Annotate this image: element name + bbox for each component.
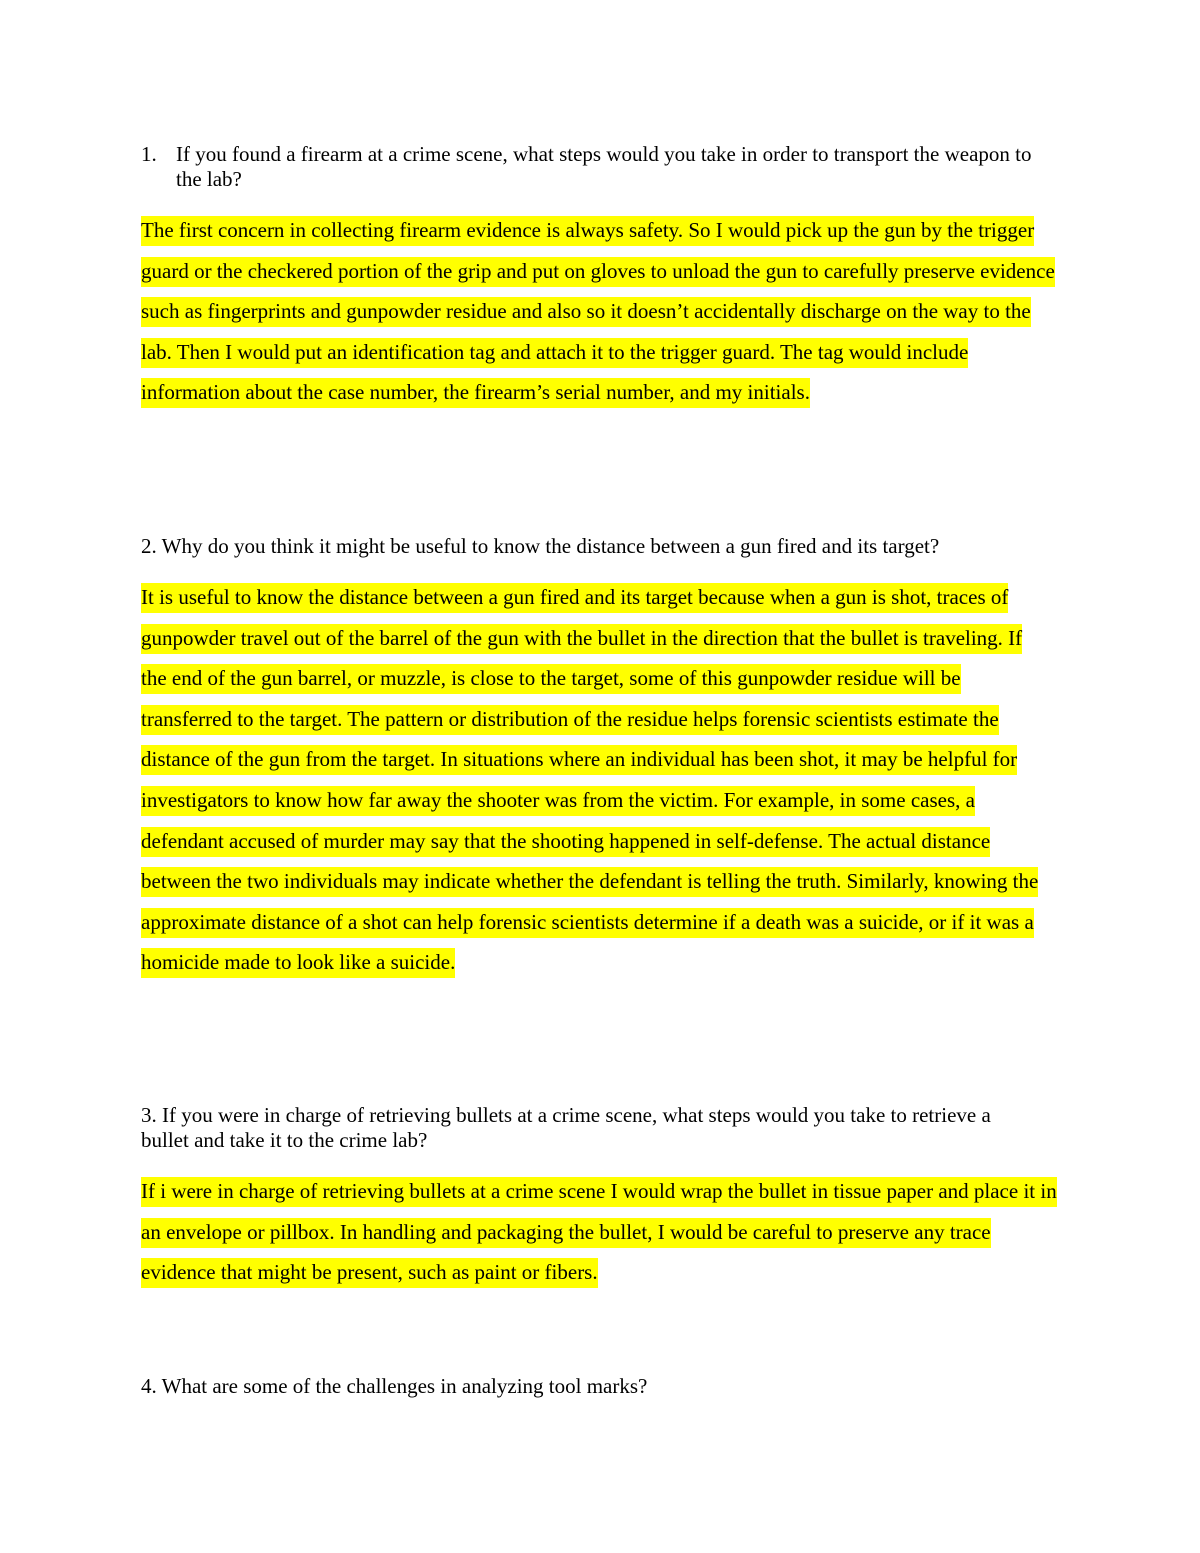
question-4-text: 4. What are some of the challenges in analyzing tool marks? <box>141 1374 648 1398</box>
question-1-number: 1. <box>141 142 157 166</box>
answer-1-text: The first concern in collecting firearm evidence is always safety. So I would pick up the gun by the trigger guard or the checkered portion of the grip and put on gloves to unload the gun to carefully preserve evidence such as fingerprints and gunpowder residue and also so it doesn’t accidentally discharge on the way to the lab. Then I would put an identification tag and attach it to the trigger guard. The tag would include information about the case number, the firearm’s serial number, and my initials. <box>141 216 1055 408</box>
question-2-text: 2. Why do you think it might be useful to know the distance between a gun fired and its target? <box>141 534 940 558</box>
question-2 <box>141 534 1061 559</box>
question-4 <box>141 1374 1061 1399</box>
answer-1 <box>141 210 1056 413</box>
answer-2 <box>141 577 1041 983</box>
question-3-text: 3. If you were in charge of retrieving bullets at a crime scene, what steps would you take to retrieve a bullet and take it to the crime lab? <box>141 1103 991 1152</box>
question-1 <box>141 142 1046 192</box>
answer-2-text: It is useful to know the distance between a gun fired and its target because when a gun is shot, traces of gunpowder travel out of the barrel of the gun with the bullet in the direction that the bullet is traveling. If the end of the gun barrel, or muzzle, is close to the target, some of this gunpowder residue will be transferred to the target. The pattern or distribution of the residue helps forensic scientists estimate the distance of the gun from the target. In situations where an individual has been shot, it may be helpful for investigators to know how far away the shooter was from the victim. For example, in some cases, a defendant accused of murder may say that the shooting happened in self-defense. The actual distance between the two individuals may indicate whether the defendant is telling the truth. Similarly, knowing the approximate distance of a shot can help forensic scientists determine if a death was a suicide, or if it was a homicide made to look like a suicide. <box>141 583 1038 978</box>
answer-3-text: If i were in charge of retrieving bullets at a crime scene I would wrap the bullet in tissue paper and place it in an envelope or pillbox. In handling and packaging the bullet, I would be careful to preserve any trace evidence that might be present, such as paint or fibers. <box>141 1177 1057 1288</box>
question-3 <box>141 1103 1021 1153</box>
answer-3 <box>141 1171 1066 1293</box>
question-1-text: If you found a firearm at a crime scene, what steps would you take in order to transport the weapon to the lab? <box>176 142 1032 191</box>
